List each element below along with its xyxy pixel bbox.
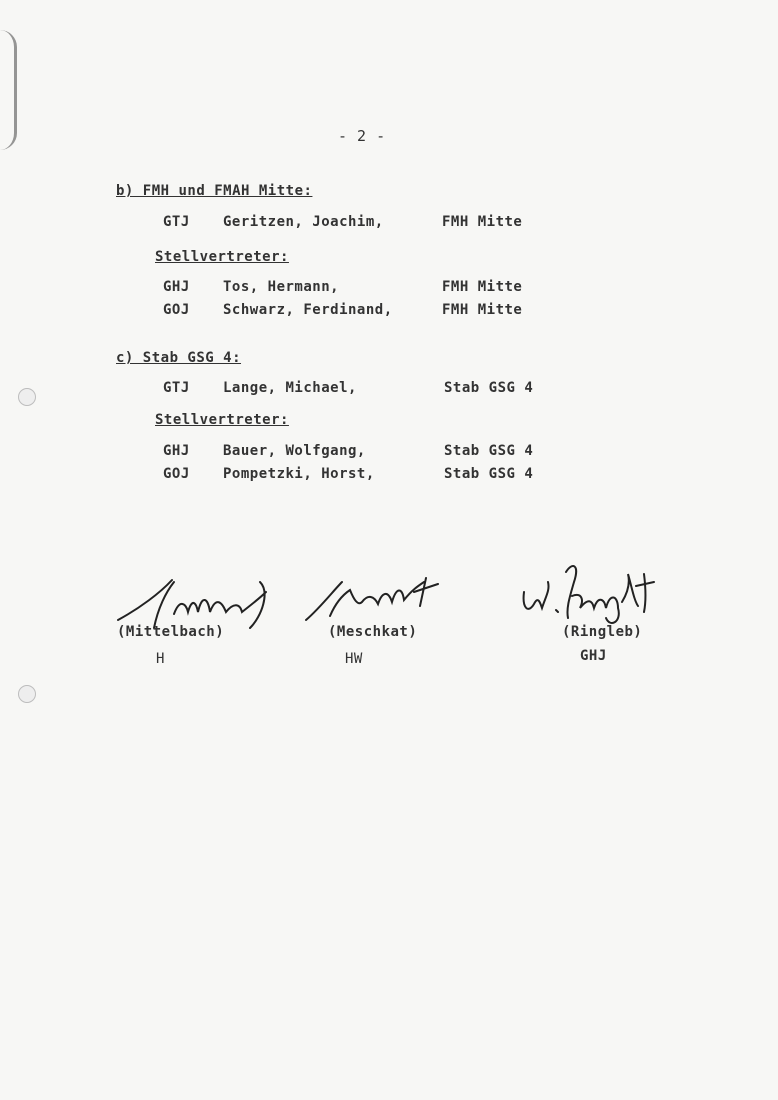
section-b-deputy-heading: Stellvertreter: [155, 249, 289, 265]
signature-meschkat [300, 572, 450, 632]
binding-edge-mark [0, 30, 17, 150]
section-b-heading: b) FMH und FMAH Mitte: [116, 183, 313, 199]
signatory-name: (Meschkat) [328, 624, 418, 640]
section-c-deputy-rank: GOJ [163, 466, 190, 482]
section-b-deputy-unit: FMH Mitte [442, 302, 523, 318]
section-b-deputy-rank: GHJ [163, 279, 190, 295]
signatory-grade: HW [345, 651, 363, 667]
section-b-rank: GTJ [163, 214, 190, 230]
section-c-deputy-unit: Stab GSG 4 [444, 443, 534, 459]
signatory-grade: H [156, 651, 165, 667]
punch-hole-top [18, 388, 36, 406]
section-b-name: Geritzen, Joachim, [223, 214, 384, 230]
section-c-deputy-rank: GHJ [163, 443, 190, 459]
section-c-deputy-name: Bauer, Wolfgang, [223, 443, 366, 459]
section-b-deputy-rank: GOJ [163, 302, 190, 318]
section-c-name: Lange, Michael, [223, 380, 357, 396]
section-b-deputy-name: Schwarz, Ferdinand, [223, 302, 393, 318]
section-c-unit: Stab GSG 4 [444, 380, 534, 396]
page-number: - 2 - [338, 127, 386, 145]
section-b-unit: FMH Mitte [442, 214, 523, 230]
section-c-deputy-unit: Stab GSG 4 [444, 466, 534, 482]
section-c-deputy-name: Pompetzki, Horst, [223, 466, 375, 482]
section-c-deputy-heading: Stellvertreter: [155, 412, 289, 428]
section-c-heading: c) Stab GSG 4: [116, 350, 242, 366]
section-c-rank: GTJ [163, 380, 190, 396]
signatory-grade: GHJ [580, 648, 607, 664]
section-b-deputy-name: Tos, Hermann, [223, 279, 340, 295]
signature-ringleb [510, 552, 660, 632]
punch-hole-bottom [18, 685, 36, 703]
signatory-name: (Mittelbach) [117, 624, 225, 640]
section-b-deputy-unit: FMH Mitte [442, 279, 523, 295]
signatory-name: (Ringleb) [562, 624, 643, 640]
